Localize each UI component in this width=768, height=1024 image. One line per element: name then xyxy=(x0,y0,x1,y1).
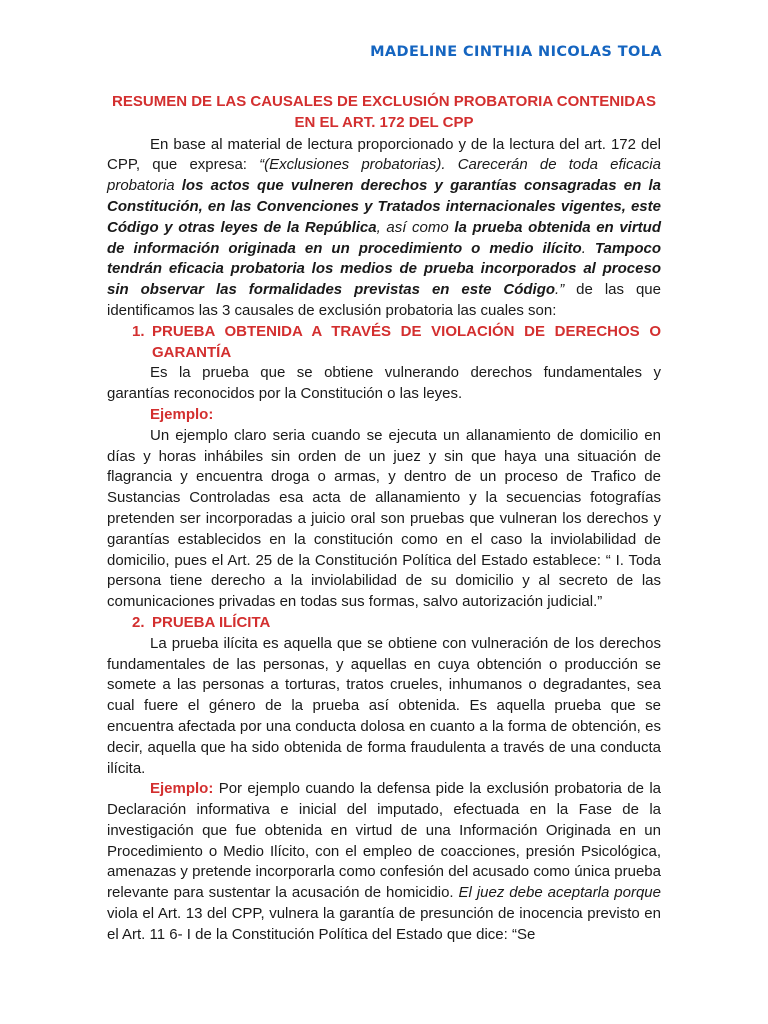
author-name: MADELINE CINTHIA NICOLAS TOLA xyxy=(370,44,662,60)
section-2-text: La prueba ilícita es aquella que se obtiene con vulneración de los derechos fundamentales de las personas, y aquellas en cuya obtención o producción se somete a las personas a torturas, tratos crueles, inhumanos o degradantes, sea cual fuere el género de la prueba así obtenida. Es aquella prueba que se encuentra afectada por una conducta dolosa en cuanto a la forma de obtención, es decir, aquella que ha sido obtenida de forma fraudulenta a través de una conducta ilícita. xyxy=(107,634,661,777)
intro-quote-connector: , así como xyxy=(376,218,455,236)
intro-text-2: de las que identificamos las 3 causales de exclusión probatoria las cuales son: xyxy=(107,281,661,319)
intro-quote-end: .” xyxy=(555,281,565,299)
document-body xyxy=(107,92,661,946)
section-2-title: PRUEBA ILÍCITA xyxy=(152,613,271,631)
section-2-example-text-1: Por ejemplo cuando la defensa pide la exclusión probatoria de la Declaración informativa e inicial del imputado, efectuada en la Fase de la investigación que fue obtenida en virtud de una Información Originada en un Procedimiento o Medio Ilícito, con el empleo de coacciones, presión Psicológica, amenazas y pretende incorporarla como confesión del acusado como única prueba relevante para sustentar la acusación de homicidio. xyxy=(107,780,661,902)
section-2-heading xyxy=(107,613,661,634)
section-2-example-label: Ejemplo: xyxy=(150,780,214,798)
section-1-example-label-paragraph xyxy=(107,405,661,426)
intro-quote-start: “(Exclusiones probatorias). Carecerán de toda eficacia probatoria xyxy=(107,156,661,195)
intro-text-1: En base al material de lectura proporcionado y de la lectura del art. 172 del CPP, que expresa: xyxy=(107,135,661,174)
title-line-1: RESUMEN DE LAS CAUSALES DE EXCLUSIÓN PROBATORIA CONTENIDAS xyxy=(112,93,656,110)
title-line-2: EN EL ART. 172 DEL CPP xyxy=(294,113,474,131)
section-1-title: PRUEBA OBTENIDA A TRAVÉS DE VIOLACIÓN DE DERECHOS O GARANTÍA xyxy=(152,322,661,361)
intro-quote-bold-2: la prueba obtenida en virtud de información originada en un procedimiento o medio ilícito xyxy=(107,218,662,257)
intro-quote-bold-3: Tampoco tendrán eficacia probatoria los medios de prueba incorporados al proceso sin observar las formalidades previstas en este Código xyxy=(107,239,661,299)
section-2-example-italic: El juez debe aceptarla porque xyxy=(458,884,661,902)
intro-paragraph xyxy=(107,135,661,322)
section-2-example-paragraph xyxy=(107,779,661,945)
section-1-text: Es la prueba que se obtiene vulnerando derechos fundamentales y garantías reconocidos por la Constitución o las leyes. xyxy=(107,364,661,403)
section-1-example-text: Un ejemplo claro seria cuando se ejecuta un allanamiento de domicilio en días y horas inhábiles sin orden de un juez y sin que haya una situación de flagrancia y encuentra droga o armas, y dentro de un proceso de Trafico de Sustancias Controladas esa acta de allanamiento y la secuencias fotografías pretenden ser incorporadas a juicio oral son pruebas que vulneran los derechos y garantías establecidos en la constitución como en el caso la inviolabilidad de domicilio, pues el Art. 25 de la Constitución Política del Estado establece: “ I. Toda persona tiene derecho a la inviolabilidad de su domicilio y al secreto de las comunicaciones privadas en todas sus formas, salvo autorización judicial.” xyxy=(107,426,661,611)
section-1-number: 1. xyxy=(132,322,145,340)
section-1-example-label: Ejemplo: xyxy=(150,405,214,423)
document-title xyxy=(107,92,661,134)
intro-quote-bold-1: los actos que vulneren derechos y garantías consagradas en la Constitución, en las Convenciones y Tratados internacionales vigentes, este Código y otras leyes de la República xyxy=(107,177,661,236)
section-1-heading xyxy=(107,322,661,364)
section-2-example-text-2: viola el Art. 13 del CPP, vulnera la garantía de presunción de inocencia previsto en el Art. 11 6- I de la Constitución Política del Estado que dice: “Se xyxy=(107,905,661,943)
section-2-number: 2. xyxy=(132,613,145,631)
intro-quote-period: . xyxy=(581,239,595,257)
